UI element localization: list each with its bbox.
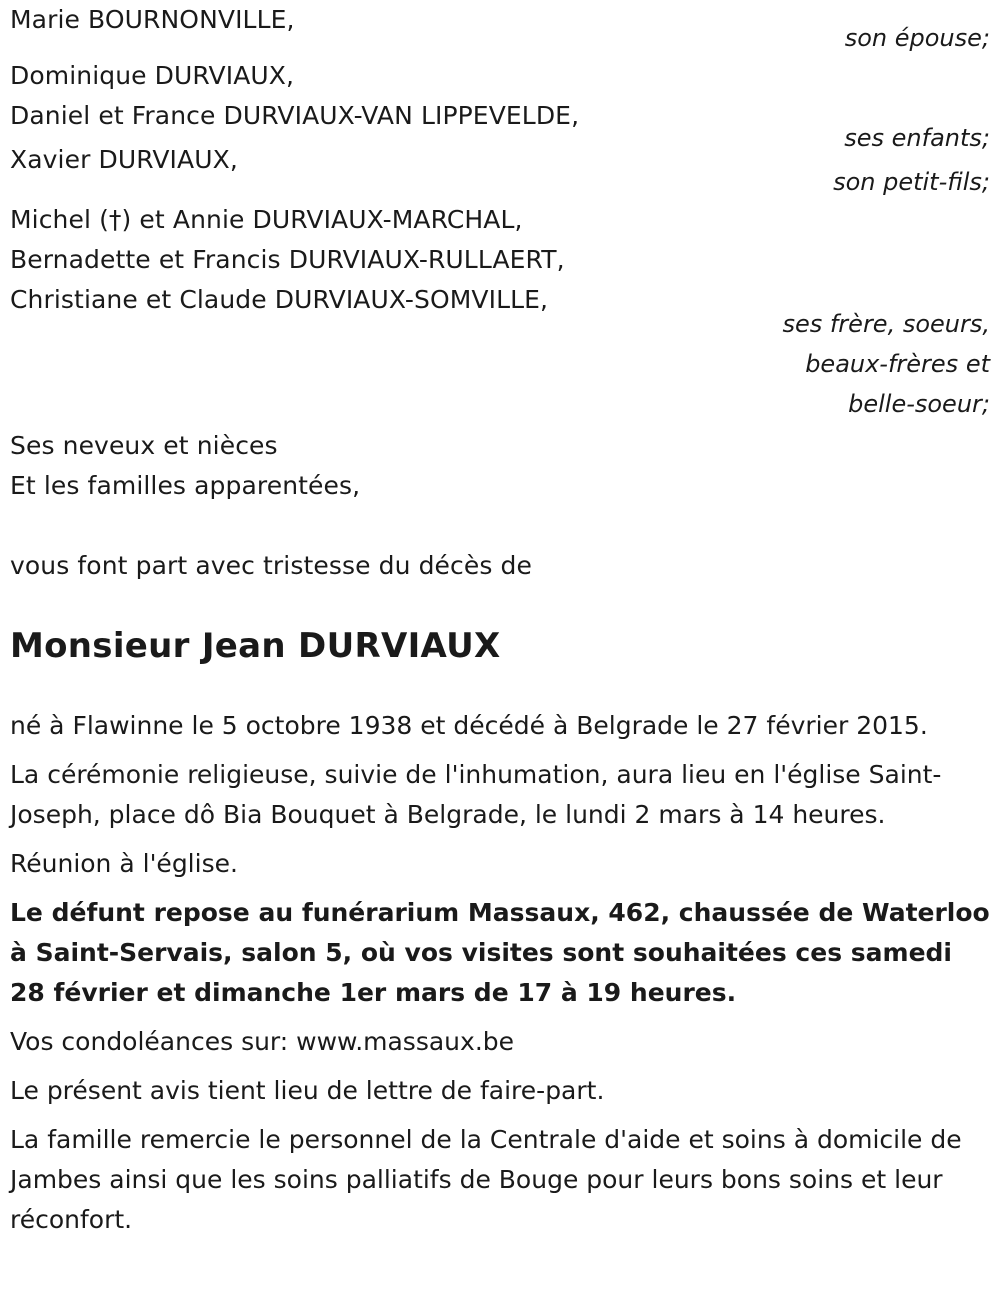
child-name: Dominique DURVIAUX, — [10, 61, 295, 90]
obituary-notice — [10, 0, 990, 1249]
meeting-text: Réunion à l'église. — [10, 849, 238, 878]
relatives-line: Et les familles apparentées, — [10, 471, 361, 500]
spouse-name: Marie BOURNONVILLE, — [10, 5, 295, 34]
children-role: ses enfants; — [844, 124, 990, 152]
sibling-name: Christiane et Claude DURVIAUX-SOMVILLE, — [10, 285, 549, 314]
spouse-role: son épouse; — [844, 24, 990, 52]
thanks-text: La famille remercie le personnel de la Centrale d'aide et soins à domicile de Jambes ainsi que les soins palliatifs de Bouge pour leurs bons soins et leur réconfort. — [10, 1125, 962, 1234]
notice-text: Le présent avis tient lieu de lettre de faire-part. — [10, 1076, 605, 1105]
funeral-home-text: Le défunt repose au funérarium Massaux, 462, chaussée de Waterloo à Saint-Servais, salon 5, où vos visites sont souhaitées ces samedi 28 février et dimanche 1er mars de 17 à 19 heures. — [10, 898, 990, 1007]
siblings-role-line: ses frère, soeurs, — [782, 310, 990, 338]
birth-death-text: né à Flawinne le 5 octobre 1938 et décédé à Belgrade le 27 février 2015. — [10, 711, 928, 740]
announcement-text: vous font part avec tristesse du décès de — [10, 551, 532, 580]
siblings-role-line: belle-soeur; — [848, 390, 990, 418]
siblings-role-line: beaux-frères et — [805, 350, 990, 378]
deceased-name: Monsieur Jean DURVIAUX — [10, 626, 501, 666]
grandson-role: son petit-fils; — [833, 168, 990, 196]
ceremony-text: La cérémonie religieuse, suivie de l'inhumation, aura lieu en l'église Saint-Joseph, place dô Bia Bouquet à Belgrade, le lundi 2 mars à 14 heures. — [10, 760, 942, 829]
child-name: Daniel et France DURVIAUX-VAN LIPPEVELDE, — [10, 101, 580, 130]
condolences-text: Vos condoléances sur: www.massaux.be — [10, 1027, 515, 1056]
grandson-name: Xavier DURVIAUX, — [10, 145, 238, 174]
relatives-line: Ses neveux et nièces — [10, 431, 278, 460]
sibling-name: Michel (†) et Annie DURVIAUX-MARCHAL, — [10, 205, 523, 234]
sibling-name: Bernadette et Francis DURVIAUX-RULLAERT, — [10, 245, 565, 274]
